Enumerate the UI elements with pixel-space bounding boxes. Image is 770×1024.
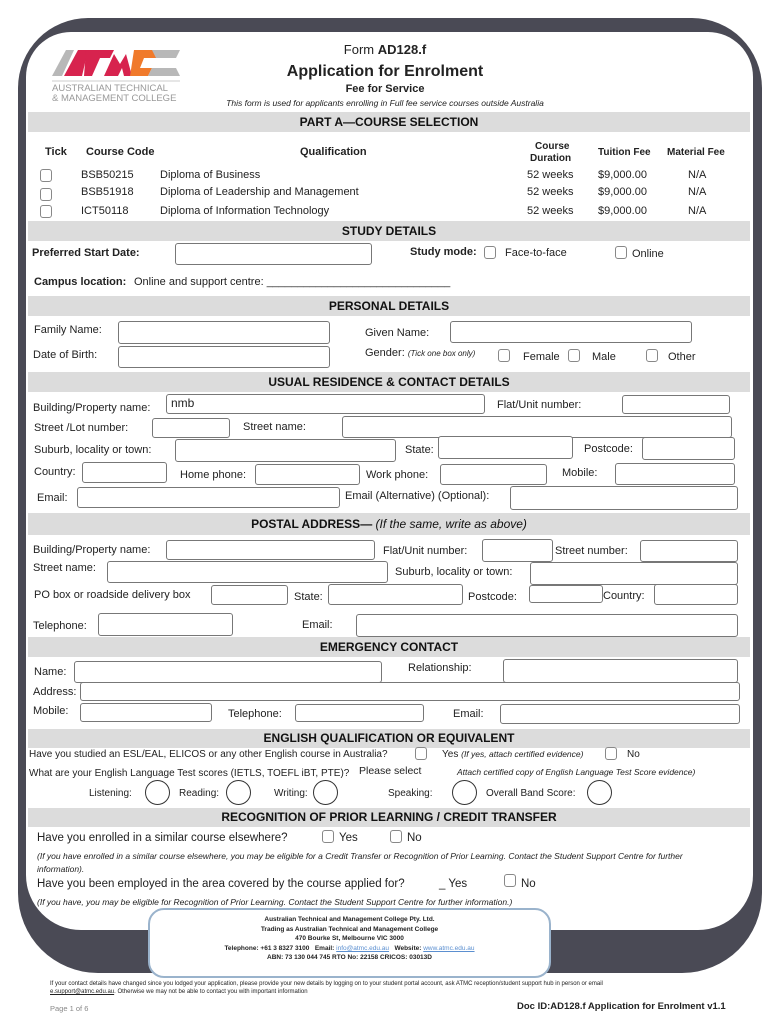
col-duration-2: Duration: [530, 153, 572, 164]
listening-score-field[interactable]: [145, 780, 170, 805]
postal-building-input[interactable]: [166, 540, 375, 560]
col-qualification: Qualification: [300, 146, 367, 158]
overall-score-field[interactable]: [587, 780, 612, 805]
logo-subtitle-1: AUSTRALIAN TECHNICAL: [52, 83, 168, 94]
street-lot-label: Street /Lot number:: [34, 422, 129, 434]
form-number: [0, 43, 770, 56]
english-q2: What are your English Language Test scores (IETLS, TOEFL iBT, PTE)?: [29, 768, 350, 779]
postal-suburb-label: Suburb, locality or town:: [395, 566, 513, 578]
course-code: BSB50215: [81, 169, 134, 181]
postal-email-label: Email:: [302, 619, 333, 631]
country-input[interactable]: [82, 462, 167, 483]
rpl-q2-no-checkbox[interactable]: [504, 874, 516, 887]
reading-score-field[interactable]: [226, 780, 251, 805]
family-name-label: Family Name:: [34, 324, 102, 336]
col-course-code: Course Code: [86, 146, 155, 158]
rpl-q1-yes-label: Yes: [339, 832, 358, 844]
test-score-select[interactable]: Please select: [359, 765, 422, 777]
form-prefix: Form: [343, 42, 375, 57]
course-material: N/A: [688, 169, 707, 181]
writing-label: Writing:: [274, 788, 308, 799]
postal-state-label: State:: [294, 591, 323, 603]
postal-state-input[interactable]: [328, 584, 463, 605]
rpl-q1: Have you enrolled in a similar course elsewhere?: [37, 832, 288, 844]
street-name-label: Street name:: [243, 421, 306, 433]
gender-text: Gender:: [365, 347, 405, 359]
rpl-q2-no-label: No: [521, 878, 536, 890]
section-rpl: RECOGNITION OF PRIOR LEARNING / CREDIT TRANSFER: [28, 808, 750, 827]
postal-street-name-input[interactable]: [107, 561, 388, 583]
postal-email-input[interactable]: [356, 614, 738, 637]
english-no-label: No: [627, 749, 640, 760]
postcode-input[interactable]: [642, 437, 735, 460]
flat-label: Flat/Unit number:: [497, 399, 582, 411]
english-no-checkbox[interactable]: [605, 747, 617, 760]
email-alt-input[interactable]: [510, 486, 738, 510]
emergency-telephone-label: Telephone:: [228, 708, 282, 720]
male-checkbox[interactable]: [568, 349, 580, 362]
form-id: AD128.f: [377, 42, 427, 57]
col-tuition-fee: Tuition Fee: [598, 147, 651, 158]
rpl-note-1: (If you have enrolled in a similar course elsewhere, you may be eligible for a Credit Transfer or Recognition of Prior Learning. Contact the Student Support Centre for further information).: [37, 851, 683, 874]
emergency-mobile-label: Mobile:: [33, 705, 69, 717]
course-tuition: $9,000.00: [598, 186, 647, 198]
postal-postcode-input[interactable]: [529, 585, 603, 603]
mobile-input[interactable]: [615, 463, 735, 485]
emergency-mobile-input[interactable]: [80, 703, 212, 722]
given-name-label: Given Name:: [365, 327, 430, 339]
page-number: Page 1 of 6: [50, 1004, 89, 1013]
email-alt-label: Email (Alternative) (Optional):: [345, 490, 490, 502]
relationship-input[interactable]: [503, 659, 738, 683]
course-duration: 52 weeks: [527, 205, 574, 217]
english-yes-label: Yes: [442, 749, 459, 760]
college-ids: ABN: 73 130 044 745 RTO No: 22158 CRICOS: 03013D: [267, 954, 432, 961]
college-name: Australian Technical and Management College Pty. Ltd.: [264, 916, 435, 923]
emergency-name-input[interactable]: [74, 661, 382, 683]
course-checkbox-bsb51918[interactable]: [40, 188, 52, 201]
speaking-score-field[interactable]: [452, 780, 477, 805]
postal-flat-input[interactable]: [482, 539, 553, 562]
emergency-email-input[interactable]: [500, 704, 740, 724]
gender-label: [365, 347, 475, 360]
english-yes-checkbox[interactable]: [415, 747, 427, 760]
contact-notice-text: If your contact details have changed since you lodged your application, please provide your new details by logging on to your student portal account, ask ATMC reception/student support hub in person or email: [50, 981, 603, 987]
face-to-face-label: Face-to-face: [505, 247, 567, 259]
emergency-address-label: Address:: [33, 686, 77, 698]
home-phone-label: Home phone:: [180, 469, 247, 481]
female-label: Female: [523, 351, 560, 363]
website-label: Website:: [394, 944, 422, 952]
family-name-input[interactable]: [118, 321, 330, 344]
email-label: Email:: [37, 492, 68, 504]
course-duration: 52 weeks: [527, 186, 574, 198]
state-label: State:: [405, 444, 434, 456]
college-email-link[interactable]: info@atmc.edu.au: [336, 944, 390, 952]
work-phone-label: Work phone:: [366, 469, 429, 481]
postal-postcode-label: Postcode:: [468, 591, 517, 603]
building-label: Building/Property name:: [33, 402, 151, 414]
attach-note: Attach certified copy of English Language Test Score evidence): [457, 767, 696, 777]
speaking-label: Speaking:: [388, 788, 433, 799]
reading-label: Reading:: [179, 788, 220, 799]
contact-notice: [50, 980, 730, 996]
relationship-label: Relationship:: [408, 662, 472, 674]
flat-input[interactable]: [622, 395, 730, 414]
po-box-label: PO box or roadside delivery box: [34, 589, 191, 601]
street-lot-input[interactable]: [152, 418, 230, 438]
emergency-address-input[interactable]: [80, 682, 740, 701]
dob-label: Date of Birth:: [33, 349, 98, 361]
section-postal-address: [28, 513, 750, 535]
postal-flat-label: Flat/Unit number:: [383, 545, 468, 557]
other-label: Other: [668, 351, 696, 363]
mobile-label: Mobile:: [562, 467, 598, 479]
english-q1: Have you studied an ESL/EAL, ELICOS or any other English course in Australia?: [29, 749, 388, 760]
listening-label: Listening:: [89, 788, 132, 799]
email-label: Email:: [314, 944, 335, 952]
course-qualification: Diploma of Information Technology: [160, 205, 330, 217]
doc-id: Doc ID:AD128.f Application for Enrolment v1.1: [517, 1001, 726, 1012]
email-input[interactable]: [77, 487, 340, 508]
section-personal-details: PERSONAL DETAILS: [28, 296, 750, 316]
logo-subtitle-2: & MANAGEMENT COLLEGE: [52, 93, 177, 104]
rpl-q1-no-checkbox[interactable]: [390, 830, 402, 843]
course-tuition: $9,000.00: [598, 169, 647, 181]
postal-suburb-input[interactable]: [530, 562, 738, 585]
writing-score-field[interactable]: [313, 780, 338, 805]
section-study-details: STUDY DETAILS: [28, 221, 750, 241]
online-checkbox[interactable]: [615, 246, 627, 259]
rpl-q1-no-label: No: [407, 832, 422, 844]
section-usual-residence: USUAL RESIDENCE & CONTACT DETAILS: [28, 372, 750, 392]
start-date-input[interactable]: [175, 243, 372, 265]
emergency-email-label: Email:: [453, 708, 484, 720]
study-mode-label: Study mode:: [410, 246, 477, 258]
start-date-label: Preferred Start Date:: [32, 247, 140, 259]
postal-building-label: Building/Property name:: [33, 544, 151, 556]
online-label: Online: [632, 248, 664, 260]
course-code: ICT50118: [81, 205, 129, 217]
section-part-a: PART A—COURSE SELECTION: [28, 112, 750, 132]
postal-telephone-label: Telephone:: [33, 620, 87, 632]
emergency-name-label: Name:: [34, 666, 67, 678]
home-phone-input[interactable]: [255, 464, 360, 485]
postal-country-label: Country:: [603, 590, 645, 602]
english-yes-note: (If yes, attach certified evidence): [461, 749, 584, 759]
street-name-input[interactable]: [342, 416, 732, 438]
overall-label: Overall Band Score:: [486, 788, 576, 799]
other-checkbox[interactable]: [646, 349, 658, 362]
col-duration-1: Course: [535, 141, 570, 152]
course-checkbox-bsb50215[interactable]: [40, 169, 52, 182]
postal-street-name-label: Street name:: [33, 562, 96, 574]
college-address: 470 Bourke St, Melbourne VIC 3000: [295, 935, 404, 942]
postal-country-input[interactable]: [654, 584, 738, 605]
given-name-input[interactable]: [450, 321, 692, 343]
po-box-input[interactable]: [211, 585, 288, 605]
college-trading: Trading as Australian Technical and Management College: [260, 925, 439, 933]
page-subtitle: Fee for Service: [345, 83, 425, 95]
work-phone-input[interactable]: [440, 464, 547, 485]
rpl-q2-yes[interactable]: _ Yes: [439, 878, 468, 890]
rpl-note-2: (If you have, you may be eligible for Recognition of Prior Learning. Contact the Student Support Centre for further information.): [37, 897, 513, 907]
postal-street-number-label: Street number:: [555, 545, 628, 557]
postal-street-number-input[interactable]: [640, 540, 738, 562]
postal-telephone-input[interactable]: [98, 613, 233, 636]
female-checkbox[interactable]: [498, 349, 510, 362]
suburb-label: Suburb, locality or town:: [34, 444, 152, 456]
page-title: Application for Enrolment: [286, 63, 484, 80]
suburb-input[interactable]: [175, 439, 396, 462]
postal-heading: POSTAL ADDRESS—: [251, 517, 373, 531]
college-telephone: Telephone: +61 3 8327 3100: [224, 944, 310, 952]
col-material-fee: Material Fee: [667, 147, 725, 158]
building-input[interactable]: nmb: [166, 394, 485, 414]
gender-note: (Tick one box only): [407, 349, 476, 358]
course-checkbox-ict50118[interactable]: [40, 205, 52, 218]
section-emergency-contact: EMERGENCY CONTACT: [28, 637, 750, 657]
course-qualification: Diploma of Business: [160, 169, 261, 181]
dob-input[interactable]: [118, 346, 330, 368]
section-english: ENGLISH QUALIFICATION OR EQUIVALENT: [28, 729, 750, 748]
campus-label: Campus location:: [34, 276, 127, 288]
male-label: Male: [592, 351, 616, 363]
rpl-q1-yes-checkbox[interactable]: [322, 830, 334, 843]
course-material: N/A: [688, 205, 707, 217]
course-material: N/A: [688, 186, 707, 198]
contact-notice-text-2: . Otherwise we may not be able to contact you with important information: [114, 989, 308, 995]
college-website-link[interactable]: www.atmc.edu.au: [423, 944, 475, 952]
course-qualification: Diploma of Leadership and Management: [160, 186, 359, 198]
college-info-box: [148, 908, 551, 978]
course-tuition: $9,000.00: [598, 205, 647, 217]
state-input[interactable]: [438, 436, 573, 459]
campus-text: Online and support centre: ______________________________: [134, 276, 451, 288]
course-duration: 52 weeks: [527, 169, 574, 181]
english-yes: [442, 748, 583, 761]
col-tick: Tick: [45, 146, 67, 158]
course-code: BSB51918: [81, 186, 134, 198]
country-label: Country:: [34, 466, 76, 478]
rpl-q2: Have you been employed in the area covered by the course applied for?: [37, 878, 405, 890]
form-note: This form is used for applicants enrolling in Full fee service courses outside Australia: [226, 98, 544, 108]
support-email-link[interactable]: e.support@atmc.edu.au: [50, 989, 115, 995]
postal-heading-note: (If the same, write as above): [375, 517, 527, 531]
postcode-label: Postcode:: [584, 443, 633, 455]
emergency-telephone-input[interactable]: [295, 704, 424, 722]
face-to-face-checkbox[interactable]: [484, 246, 496, 259]
college-contacts: [150, 944, 549, 954]
